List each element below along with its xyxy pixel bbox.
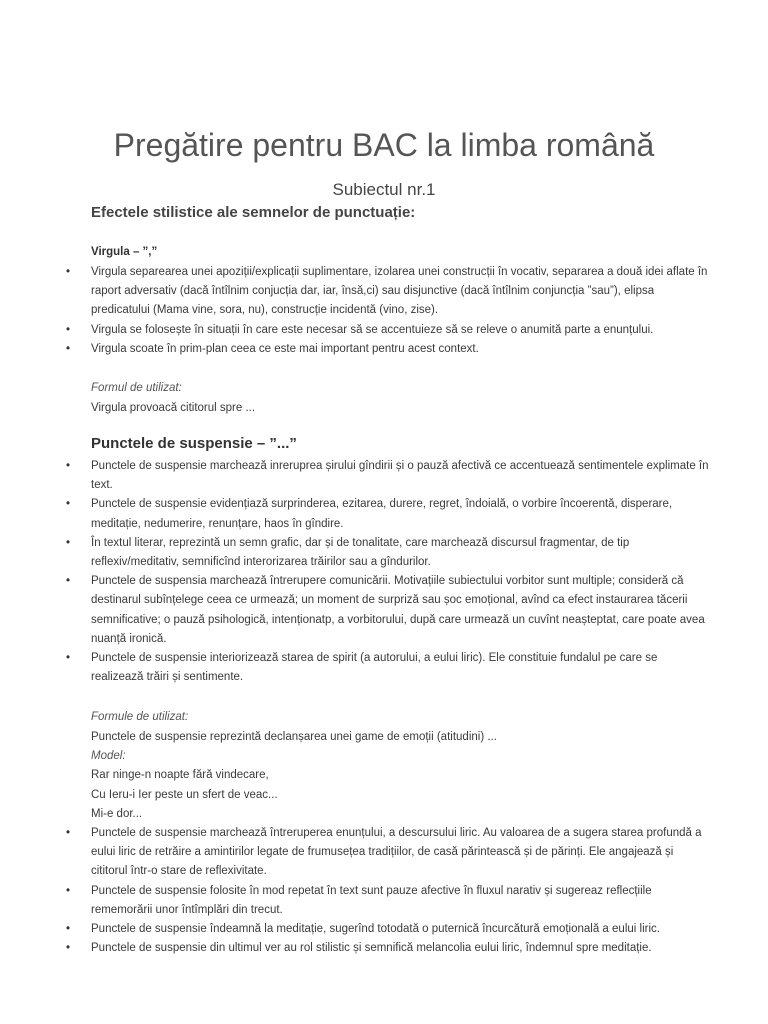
bullet-icon: • — [66, 460, 71, 472]
suspensie-formula-label: Formule de utilizat: — [91, 711, 189, 723]
virgula-heading: Virgula – ”,” — [91, 246, 158, 258]
model-label: Model: — [91, 750, 126, 762]
virgula-formula-label: Formul de utilizat: — [91, 382, 182, 394]
bullet-icon: • — [66, 827, 71, 839]
bullet-icon: • — [66, 652, 71, 665]
list-item: • Punctele de suspensia marchează întrerupere comunicării. Motivațiile subiectului vorbitor sunt multiple; consideră că destinarul subînțelege ceea ce urmează; un moment de surpriză sau șoc emoțional, avînd ca efect instaurarea tăcerii semnificative; o pauză psihologică, intenționatp, a vorbitorului, după care urmează un cuvînt neașteptat, care poate avea nuanță ironică. — [0, 572, 768, 649]
bullet-icon: • — [66, 942, 71, 955]
model-line: Mi-e dor... — [91, 808, 143, 820]
suspensie-formula-text: Punctele de suspensie reprezintă declanșarea unei game de emoții (atitudini) ... — [91, 731, 497, 743]
suspensie-list-2 — [0, 824, 768, 958]
suspensie-list — [0, 457, 768, 687]
list-item: • Punctele de suspensie evidențiază surprinderea, ezitarea, durere, regret, îndoială, o vorbire încoerentă, disperare, meditație, nedumerire, renunțare, haos în gîndire. — [0, 495, 768, 533]
bullet-icon: • — [66, 323, 71, 336]
virgula-formula-text: Virgula provoacă cititorul spre ... — [91, 402, 256, 414]
list-item: • Punctele de suspensie marchează inreruprea șirului gîndirii și o pauză afectivă ce accentuează sentimentele explimate în text. — [0, 457, 768, 495]
bullet-icon: • — [66, 884, 71, 897]
suspensie-heading: Punctele de suspensie – ”...” — [91, 435, 297, 452]
virgula-list — [0, 263, 768, 359]
list-item: • Punctele de suspensie interiorizează starea de spirit (a autorului, a eului liric). Ele constituie fundalul pe care se realizează trăiri și sentimente. — [0, 649, 768, 687]
list-item: • Virgula se folosește în situații în care este necesar să se accentuieze să se releve o anumită parte a enunțului. — [0, 321, 768, 340]
list-item: • În textul literar, reprezintă un semn grafic, dar și de tonalitate, care marchează discursul fragmentar, de tip reflexiv/meditativ, semnificînd interorizarea trăirilor sau a gîndurilor. — [0, 534, 768, 572]
list-item: • Punctele de suspensie marchează întreruperea enunțului, a descursului liric. Au valoarea de a sugera starea profundă a eului liric de retrăire a amintirilor legate de frumusețea tradițiilor, de casă părintească și de părinți. Ele angajează și cititorul într-o stare de reflexivitate. — [0, 824, 768, 882]
page-title: Pregătire pentru BAC la limba română — [113, 127, 655, 163]
bullet-icon: • — [66, 923, 71, 936]
section-heading: Efectele stilistice ale semnelor de punctuație: — [91, 204, 416, 221]
subtitle: Subiectul nr.1 — [332, 180, 436, 199]
list-item: • Punctele de suspensie folosite în mod repetat în text sunt pauze afective în fluxul narativ și sugereaz reflecțiile rememorării unor întîmplări din trecut. — [0, 882, 768, 920]
bullet-icon: • — [66, 266, 71, 278]
list-item: • Punctele de suspensie din ultimul ver au rol stilistic și semnifică melancolia eului liric, îndemnul spre meditație. — [0, 939, 768, 958]
bullet-icon: • — [66, 536, 71, 549]
list-item: • Virgula scoate în prim-plan ceea ce este mai important pentru acest context. — [0, 340, 768, 359]
bullet-icon: • — [66, 342, 71, 355]
bullet-icon: • — [66, 498, 71, 511]
model-line: Cu Ieru-i Ier peste un sfert de veac... — [91, 789, 278, 801]
list-item: • Punctele de suspensie îndeamnă la meditație, sugerînd totodată o puternică încurcătură emoțională a eului liric. — [0, 920, 768, 939]
bullet-icon: • — [66, 575, 71, 588]
list-item: • Virgula separearea unei apoziții/explicații suplimentare, izolarea unei construcții în vocativ, separarea a două idei aflate în raport adversativ (dacă întîlnim conjucția dar, iar, însă,ci) sau disjunctive (dacă întîlnim conjuncția ”sau”), elipsa predicatului (Mama vine, sora, nu), construcție incidentă (vino, zise). — [0, 263, 768, 321]
model-line: Rar ninge-n noapte fără vindecare, — [91, 769, 269, 781]
